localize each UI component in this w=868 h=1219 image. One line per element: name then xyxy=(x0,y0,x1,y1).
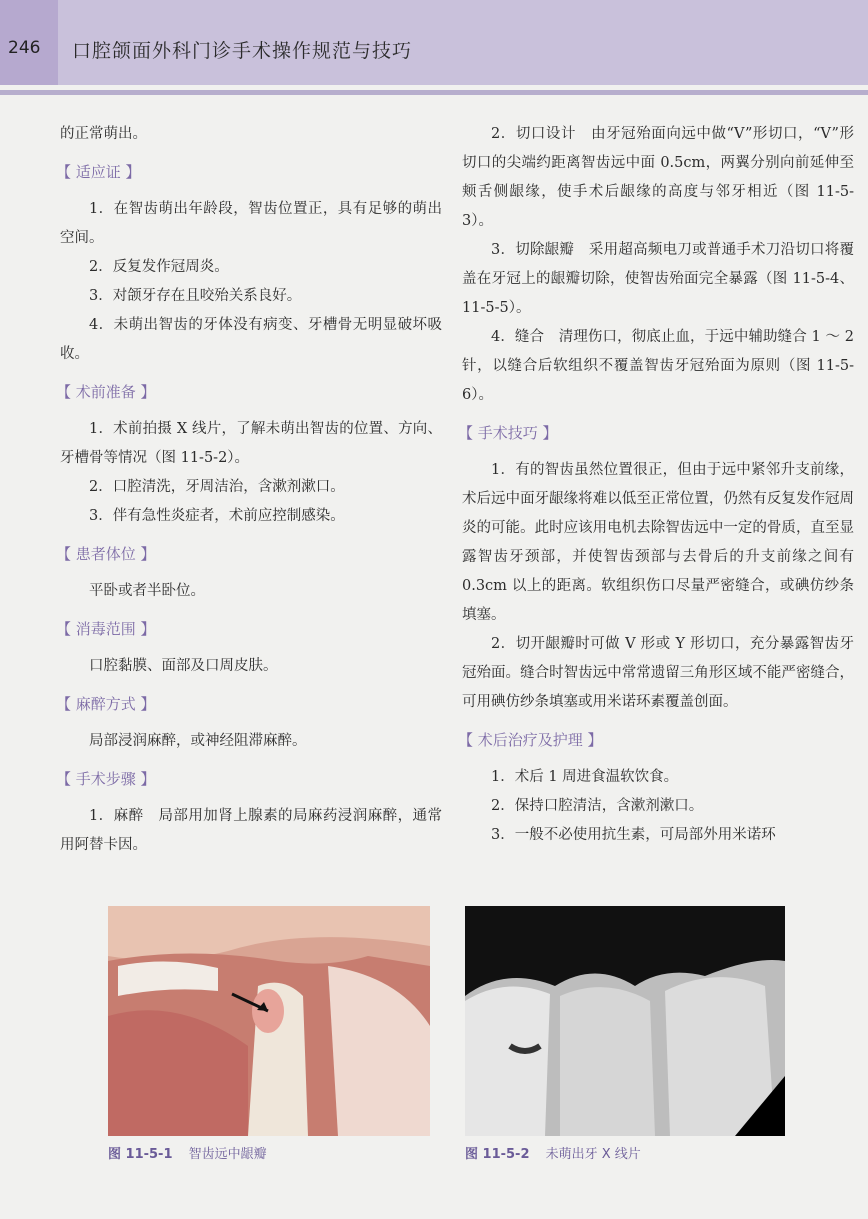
figure-caption xyxy=(465,1143,641,1162)
paragraph: 4．缝合 清理伤口，彻底止血，于远中辅助缝合 1 ～ 2 针，以缝合后软组织不覆盖智齿牙冠殆面为原则（图 11-5-6）。 xyxy=(462,329,854,403)
paragraph: 1．麻醉 局部用加肾上腺素的局麻药浸润麻醉，通常用阿替卡因。 xyxy=(60,808,442,853)
intraoral-photo-graphic xyxy=(108,906,430,1136)
section-heading: 【 消毒范围 】 xyxy=(56,620,156,638)
paragraph: 3．伴有急性炎症者，术前应控制感染。 xyxy=(89,508,345,524)
paragraph: 3．切除龈瓣 采用超高频电刀或普通手术刀沿切口将覆盖在牙冠上的龈瓣切除，使智齿殆面完全暴露（图 11-5-4、11-5-5）。 xyxy=(462,242,854,316)
paragraph: 1．在智齿萌出年龄段，智齿位置正，具有足够的萌出空间。 xyxy=(60,201,442,246)
page-header xyxy=(0,0,868,85)
paragraph: 1．有的智齿虽然位置很正，但由于远中紧邻升支前缘，术后远中面牙龈缘将难以低至正常位置，仍然有反复发作冠周炎的可能。此时应该用电机去除智齿远中一定的骨质，直至显露智齿牙颈部，并使智齿颈部与去骨后的升支前缘之间有 0.3cm 以上的距离。软组织伤口尽量严密缝合，或碘仿纱条填塞。 xyxy=(462,462,854,623)
page-number: 246 xyxy=(8,38,41,58)
paragraph: 1．术前拍摄 X 线片，了解未萌出智齿的位置、方向、牙槽骨等情况（图 11-5-2）。 xyxy=(60,421,442,466)
paragraph: 平卧或者半卧位。 xyxy=(89,583,205,599)
left-column xyxy=(56,120,442,860)
xray-graphic xyxy=(465,906,785,1136)
paragraph: 1．术后 1 周进食温软饮食。 xyxy=(491,769,679,785)
paragraph: 3．对颌牙存在且咬殆关系良好。 xyxy=(89,288,302,304)
figure-caption xyxy=(108,1143,267,1162)
running-title: 口腔颌面外科门诊手术操作规范与技巧 xyxy=(72,40,413,62)
figure-number: 图 11-5-1 xyxy=(108,1147,173,1162)
paragraph: 4．未萌出智齿的牙体没有病变、牙槽骨无明显破坏吸收。 xyxy=(60,317,442,362)
paragraph: 2．保持口腔清洁，含漱剂漱口。 xyxy=(491,798,704,814)
intraoral-photo xyxy=(108,906,430,1136)
paragraph: 局部浸润麻醉，或神经阻滞麻醉。 xyxy=(89,733,307,749)
continued-text: 的正常萌出。 xyxy=(60,126,147,142)
figure-number: 图 11-5-2 xyxy=(465,1147,530,1162)
section-heading: 【 手术步骤 】 xyxy=(56,770,156,788)
paragraph: 2．切口设计 由牙冠殆面向远中做“V”形切口，“V”形切口的尖端约距离智齿远中面 0.5cm，两翼分别向前延伸至颊舌侧龈缘，使手术后龈缘的高度与邻牙相近（图 11-5-3）。 xyxy=(462,126,854,229)
right-column xyxy=(458,120,854,850)
figure-caption-text: 未萌出牙 X 线片 xyxy=(545,1147,641,1162)
paragraph: 口腔黏膜、面部及口周皮肤。 xyxy=(89,658,278,674)
paragraph: 2．口腔清洗，牙周洁治，含漱剂漱口。 xyxy=(89,479,345,495)
section-heading: 【 麻醉方式 】 xyxy=(56,695,156,713)
figure-caption-text: 智齿远中龈瓣 xyxy=(188,1147,267,1162)
header-rule xyxy=(0,90,868,95)
section-heading: 【 患者体位 】 xyxy=(56,545,156,563)
section-heading: 【 手术技巧 】 xyxy=(458,424,558,442)
section-heading: 【 术后治疗及护理 】 xyxy=(458,731,603,749)
page-number-box xyxy=(0,0,58,85)
xray-image xyxy=(465,906,785,1136)
section-heading: 【 适应证 】 xyxy=(56,163,141,181)
paragraph: 2．切开龈瓣时可做 V 形或 Y 形切口，充分暴露智齿牙冠殆面。缝合时智齿远中常常遗留三角形区域不能严密缝合，可用碘仿纱条填塞或用米诺环素覆盖创面。 xyxy=(462,636,854,710)
section-heading: 【 术前准备 】 xyxy=(56,383,156,401)
paragraph: 3．一般不必使用抗生素，可局部外用米诺环 xyxy=(491,827,776,843)
paragraph: 2．反复发作冠周炎。 xyxy=(89,259,229,275)
